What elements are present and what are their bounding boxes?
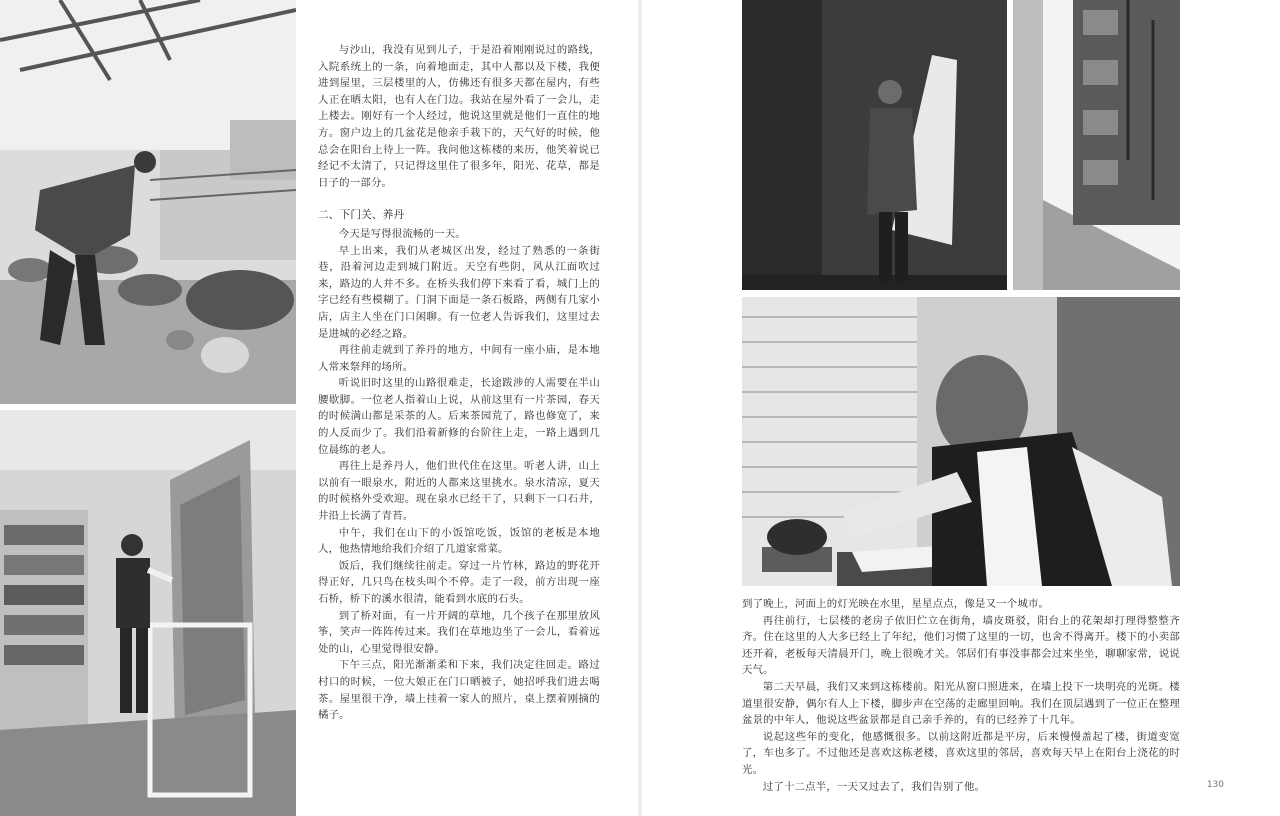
left-page-text <box>318 42 600 724</box>
stairwell-window-photo <box>1013 0 1180 290</box>
page-gutter <box>638 0 642 816</box>
body-paragraph: 到了晚上，河面上的灯光映在水里，星星点点，像是又一个城市。 <box>742 598 1050 610</box>
body-paragraph: 今天是写得很流畅的一天。 <box>338 227 466 240</box>
painter-studio-photo <box>0 410 296 816</box>
right-page-text <box>742 596 1180 795</box>
man-by-window-photo <box>742 0 1007 290</box>
photo-icon <box>742 0 1007 290</box>
body-paragraph: 听说旧时这里的山路很难走，长途跋涉的人需要在半山腰歇脚。一位老人指着山上说，从前这里有一片茶园，春天的时候满山都是采茶的人。后来茶园荒了，路也修宽了，来的人反而少了。我们沿着新修的台阶往上走，一路上遇到几位晨练的老人。 <box>318 377 600 456</box>
body-paragraph: 早上出来，我们从老城区出发，经过了熟悉的一条街巷，沿着河边走到城门附近。天空有些阴，风从江面吹过来，路边的人并不多。在桥头我们停下来看了看，城门上的字已经有些模糊了。门洞下面是一条石板路，两侧有几家小店，店主人坐在门口闲聊。有一位老人告诉我们，这里过去是进城的必经之路。 <box>318 244 600 340</box>
body-paragraph: 再往上是养丹人，他们世代住在这里。听老人讲，山上以前有一眼泉水，附近的人都来这里挑水。泉水清凉，夏天的时候格外受欢迎。现在泉水已经干了，只剩下一口石井，井沿上长满了青苔。 <box>318 460 600 523</box>
rooftop-garden-photo <box>0 0 296 404</box>
intro-paragraph: 与沙山，我没有见到儿子，于是沿着刚刚说过的路线，入院系统上的一条，向着地面走，其中人都以及下楼，我便进到屋里，三层楼里的人，仿佛还有很多天都在屋内，有些人正在晒太阳，也有人在门边。我站在屋外看了一会儿，走上楼去。刚好有一个人经过，他说这里就是他们一直住的地方。窗户边上的几盆花是他亲手栽下的，天气好的时候，他总会在阳台上待上一阵。我问他这栋楼的来历，他笑着说已经记不太清了，只记得这里住了很多年，阳光、花草，都是日子的一部分。 <box>318 44 600 189</box>
body-paragraph: 第二天早晨，我们又来到这栋楼前。阳光从窗口照进来，在墙上投下一块明亮的光斑。楼道里很安静，偶尔有人上下楼，脚步声在空荡的走廊里回响。我们在顶层遇到了一位正在整理盆景的中年人，他说这些盆景都是自己亲手养的，有的已经养了十几年。 <box>742 680 1180 727</box>
body-paragraph: 中午，我们在山下的小饭馆吃饭，饭馆的老板是本地人，他热情地给我们介绍了几道家常菜。 <box>318 526 600 556</box>
body-paragraph: 下午三点，阳光渐渐柔和下来，我们决定往回走。路过村口的时候，一位大娘正在门口晒被子，她招呼我们进去喝茶。屋里很干净，墙上挂着一家人的照片，桌上摆着刚摘的橘子。 <box>318 659 600 722</box>
body-paragraph: 再往前行，七层楼的老房子依旧伫立在街角，墙皮斑驳，阳台上的花架却打理得整整齐齐。住在这里的人大多已经上了年纪，他们习惯了这里的一切，也舍不得离开。楼下的小卖部还开着，老板每天清晨开门，晚上很晚才关。邻居们有事没事都会过来坐坐，聊聊家常，说说天气。 <box>742 614 1180 677</box>
photo-icon <box>0 0 296 404</box>
photo-icon <box>0 410 296 816</box>
body-paragraph: 饭后，我们继续往前走。穿过一片竹林，路边的野花开得正好，几只鸟在枝头叫个不停。走了一段，前方出现一座石桥，桥下的溪水很清，能看到水底的石头。 <box>318 559 600 605</box>
body-paragraph: 过了十二点半，一天又过去了，我们告别了他。 <box>762 780 986 793</box>
page-number: 130 <box>1206 780 1224 790</box>
section-heading: 二、下门关、养丹 <box>318 209 405 222</box>
photo-icon <box>742 297 1180 586</box>
body-paragraph: 到了桥对面，有一片开阔的草地，几个孩子在那里放风筝，笑声一阵阵传过来。我们在草地边坐了一会儿，看着远处的山，心里觉得很安静。 <box>318 609 600 655</box>
body-paragraph: 再往前走就到了养丹的地方，中间有一座小庙，是本地人常来祭拜的场所。 <box>318 344 600 373</box>
photo-icon <box>1013 0 1180 290</box>
man-with-bonsai-photo <box>742 297 1180 586</box>
body-paragraph: 说起这些年的变化，他感慨很多。以前这附近都是平房，后来慢慢盖起了楼，街道变宽了，车也多了。不过他还是喜欢这栋老楼，喜欢这里的邻居，喜欢每天早上在阳台上浇花的时光。 <box>742 730 1180 776</box>
